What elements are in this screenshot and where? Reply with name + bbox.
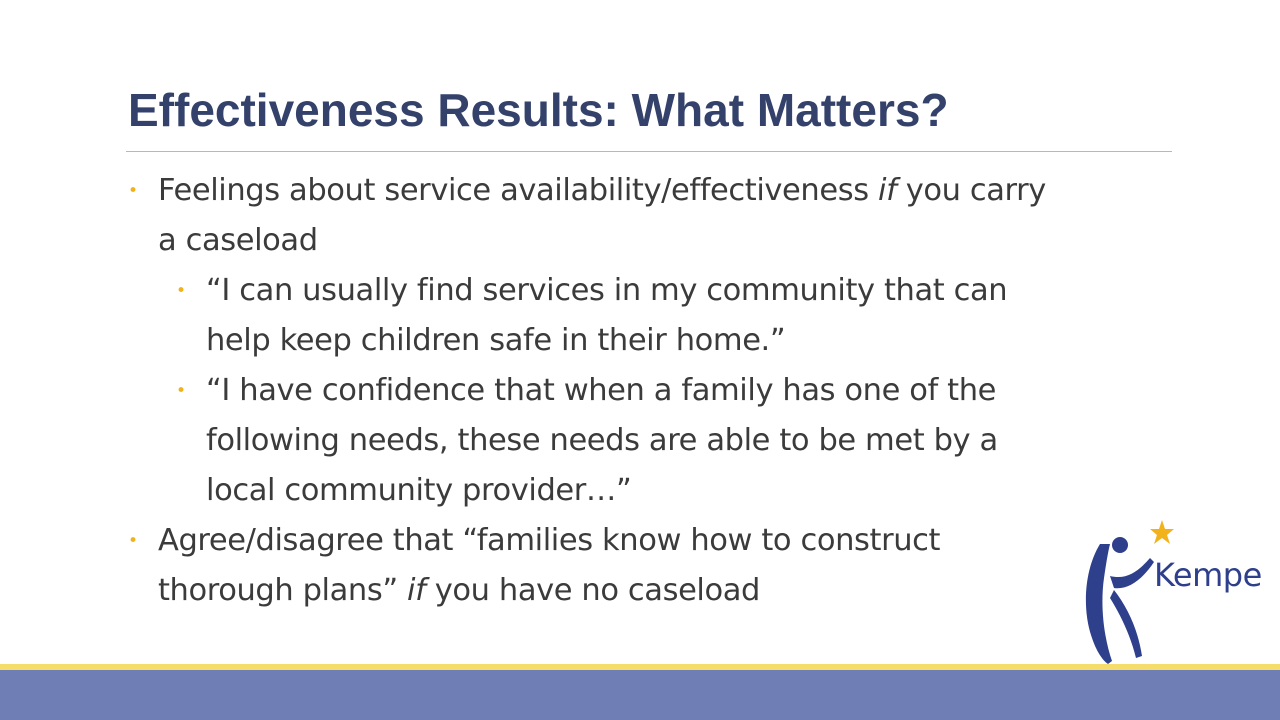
bullet-dot-icon: • [128, 181, 138, 201]
sub-bullet-text: “I have confidence that when a family has one of the [206, 373, 996, 408]
sub-bullet-find-services [128, 266, 1166, 366]
sub-bullet-confidence [128, 366, 1166, 516]
bullet-service-feelings [128, 166, 1198, 266]
bullet-dot-icon: • [176, 281, 186, 301]
bullet-text: thorough plans” [158, 573, 408, 608]
emphasis-text: if [878, 173, 897, 208]
bullet-text: Agree/disagree that “families know how to construct [158, 523, 941, 558]
sub-bullet-text: following needs, these needs are able to be met by a [206, 423, 998, 458]
sub-bullet-text: local community provider…” [206, 473, 632, 508]
bullet-text: you have no caseload [425, 573, 761, 608]
bullet-dot-icon: • [176, 381, 186, 401]
bullet-text: a caseload [158, 223, 318, 258]
kempe-logo [1070, 518, 1270, 666]
bullet-text-line [158, 166, 1198, 216]
footer-bar [0, 670, 1280, 720]
bullet-text-line [158, 566, 1198, 616]
bullet-text: Feelings about service availability/effectiveness [158, 173, 878, 208]
sub-bullet-text: “I can usually find services in my community that can [206, 273, 1008, 308]
slide-body [128, 166, 1198, 616]
sub-bullet-text: help keep children safe in their home.” [206, 323, 786, 358]
logo-text: Kempe [1154, 556, 1262, 594]
emphasis-text: if [407, 573, 426, 608]
bullet-agree-disagree [128, 516, 1198, 616]
bullet-text: you carry [896, 173, 1046, 208]
bullet-dot-icon: • [128, 531, 138, 551]
slide-title: Effectiveness Results: What Matters? [128, 84, 949, 136]
title-divider [126, 151, 1172, 152]
